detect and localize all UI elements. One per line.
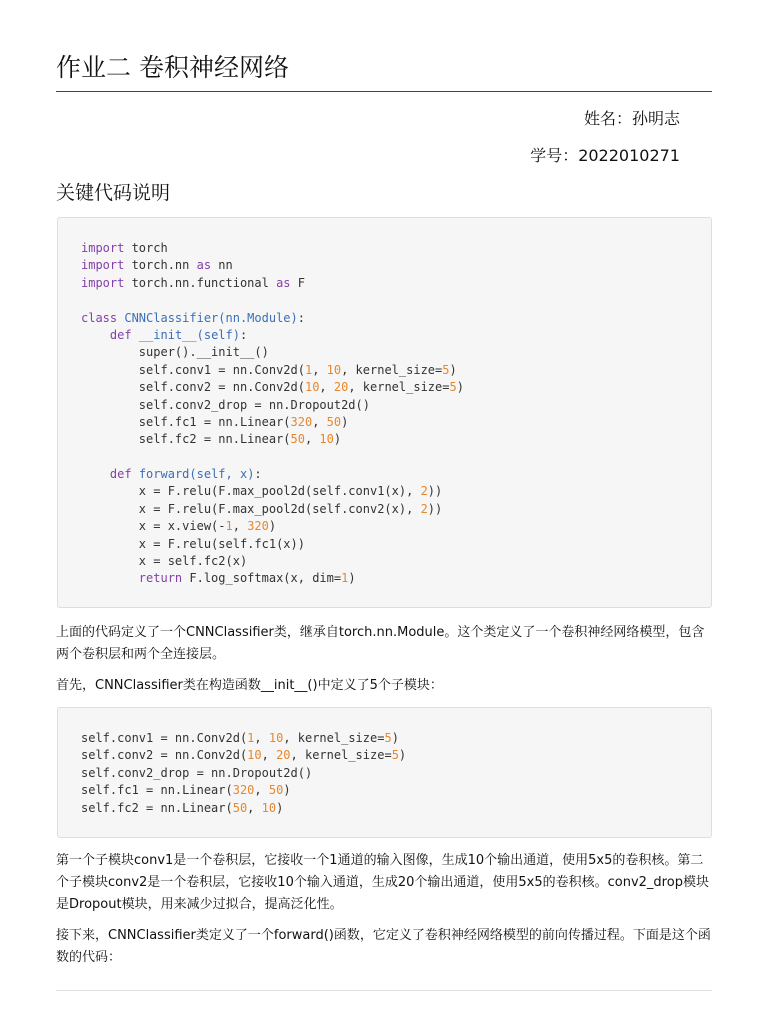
code-token: self.conv1 = nn.Conv2d(: [81, 362, 305, 377]
code-line: [81, 431, 711, 448]
code-token: as: [276, 275, 291, 290]
code-token: ): [449, 362, 457, 377]
code-token: ): [456, 380, 464, 395]
code-line: [81, 344, 711, 361]
code-token: 5: [442, 362, 450, 377]
code-token: 320: [290, 414, 313, 429]
code-token: [81, 328, 110, 342]
code-token: x = x.view(-: [81, 519, 226, 534]
code-token: self.fc1 = nn.Linear(: [81, 783, 233, 798]
code-line: [81, 414, 711, 431]
code-token: def: [109, 467, 132, 482]
code-line: [81, 362, 711, 379]
code-token: def: [109, 327, 132, 342]
code-token: x = self.fc2(x): [81, 554, 248, 569]
code-token: class: [81, 310, 118, 325]
code-line: [81, 800, 711, 817]
code-token: self.conv1 = nn.Conv2d(: [81, 731, 248, 745]
code-block-classifier: [57, 217, 712, 608]
code-token: self.fc2 = nn.Linear(: [81, 800, 233, 815]
code-token: 10: [247, 748, 262, 763]
code-token: ,: [254, 783, 269, 798]
code-line: [81, 518, 711, 535]
code-token: 50: [232, 800, 248, 815]
code-token: x = F.relu(F.max_pool2d(self.conv2(x),: [81, 501, 421, 516]
code-token: 1: [304, 362, 313, 377]
student-id: 学号：2022010271: [530, 146, 680, 165]
code-token: ,: [232, 519, 248, 534]
code-token: self.conv2_drop = nn.Dropout2d(): [81, 397, 370, 412]
code-line: [81, 501, 711, 518]
student-name: 姓名：孙明志: [583, 109, 680, 128]
code-line: [81, 553, 711, 570]
code-line: [81, 765, 711, 782]
code-token: 5: [384, 731, 392, 745]
code-line: [81, 240, 711, 257]
code-token: self.fc2 = nn.Linear(: [81, 432, 291, 447]
code-line: [81, 397, 711, 414]
code-token: 10: [304, 380, 320, 395]
code-token: ,: [261, 748, 277, 763]
code-token: 1: [247, 731, 255, 745]
code-token: 320: [247, 519, 269, 534]
code-token: self.fc1 = nn.Linear(: [81, 414, 291, 429]
code-token: ,: [312, 414, 327, 429]
code-token: self.conv2 = nn.Conv2d(: [81, 748, 248, 763]
code-token: :: [254, 467, 262, 482]
code-token: F: [290, 275, 305, 290]
code-token: 10: [268, 731, 284, 745]
code-token: ,: [304, 432, 320, 447]
code-token: :: [239, 327, 248, 342]
code-token: , kernel_size=: [283, 731, 385, 745]
paragraph-modules-explained: 第一个子模块conv1是一个卷积层，它接收一个1通道的输入图像，生成10个输出通道，使用5x5的卷积核。第二个子模块conv2是一个卷积层，它接收10个输入通道，生成20个输出通道，使用5x5的卷积核。conv2_drop模块是Dropout模块，用来减少过拟合，提高泛化性。: [56, 853, 709, 912]
code-token: 50: [326, 414, 342, 429]
code-line: [81, 257, 711, 274]
code-token: ): [268, 519, 277, 534]
code-token: 10: [326, 362, 342, 377]
code-token: 5: [391, 748, 399, 763]
code-token: torch.nn: [124, 258, 197, 273]
code-line: [81, 536, 711, 553]
code-token: return: [138, 571, 183, 586]
code-token: ,: [247, 800, 262, 815]
code-token: CNNClassifier(nn.Module): [124, 310, 298, 325]
code-token: ,: [254, 731, 269, 745]
code-token: ,: [312, 362, 327, 377]
code-token: ): [391, 731, 399, 745]
code-line: [81, 483, 711, 500]
code-token: , kernel_size=: [341, 362, 443, 377]
code-token: 10: [319, 432, 334, 447]
code-token: torch: [124, 241, 168, 255]
page-bottom-divider: [56, 990, 712, 991]
code-token: as: [196, 258, 212, 273]
code-token: 1: [341, 571, 349, 586]
code-token: torch.nn.functional: [124, 275, 277, 290]
code-line: [81, 570, 711, 587]
code-token: 50: [290, 432, 305, 447]
code-token: 320: [232, 783, 255, 798]
code-token: 20: [333, 380, 349, 395]
code-token: 1: [225, 519, 233, 534]
code-token: )): [427, 501, 443, 516]
code-token: ): [348, 571, 356, 586]
code-token: , kernel_size=: [290, 748, 392, 763]
code-token: ): [276, 800, 284, 815]
code-token: x = F.relu(F.max_pool2d(self.conv1(x),: [81, 484, 421, 499]
code-line: [81, 747, 711, 764]
code-line: [81, 730, 711, 747]
code-token: ,: [319, 380, 334, 395]
code-token: , kernel_size=: [348, 380, 450, 395]
code-line: [81, 310, 711, 327]
code-token: )): [427, 484, 443, 499]
code-token: forward(self, x): [138, 467, 255, 482]
code-token: 5: [449, 380, 457, 395]
code-token: 2: [420, 484, 428, 499]
code-token: import: [81, 275, 125, 290]
code-line: [81, 379, 711, 396]
paragraph-forward-intro: 接下来，CNNClassifier类定义了一个forward()函数，它定义了卷积神经网络模型的前向传播过程。下面是这个函数的代码：: [56, 928, 711, 965]
code-token: [132, 328, 139, 342]
code-token: nn: [211, 258, 233, 273]
code-token: 50: [268, 783, 284, 798]
code-token: super().__init__(): [81, 345, 269, 360]
section-heading: 关键代码说明: [56, 182, 171, 204]
code-token: ): [333, 432, 342, 447]
paragraph-class-overview: 上面的代码定义了一个CNNClassifier类，继承自torch.nn.Module。这个类定义了一个卷积神经网络模型，包含两个卷积层和两个全连接层。: [56, 625, 705, 662]
code-line: [81, 327, 711, 344]
title-divider: [56, 91, 712, 92]
code-block-init-modules: [57, 707, 712, 838]
code-token: self.conv2_drop = nn.Dropout2d(): [81, 765, 313, 780]
code-token: self.conv2 = nn.Conv2d(: [81, 380, 305, 395]
code-token: [81, 467, 110, 481]
code-token: __init__(self): [138, 327, 240, 342]
code-line: [81, 449, 711, 466]
code-line: [81, 292, 711, 309]
code-token: ): [341, 414, 349, 429]
code-token: 20: [276, 748, 291, 763]
code-token: [132, 467, 139, 481]
code-token: 2: [420, 501, 428, 516]
code-token: import: [81, 241, 125, 255]
code-token: 10: [261, 800, 277, 815]
code-token: F.log_softmax(x, dim=: [182, 571, 342, 586]
code-line: [81, 275, 711, 292]
paragraph-init-intro: 首先，CNNClassifier类在构造函数__init__()中定义了5个子模块：: [56, 678, 443, 693]
code-line: [81, 782, 711, 799]
code-token: ): [398, 748, 407, 763]
page-title: 作业二 卷积神经网络: [56, 53, 289, 82]
code-token: ): [283, 783, 291, 798]
code-token: import: [81, 258, 125, 273]
code-token: [81, 571, 139, 585]
code-line: [81, 466, 711, 483]
code-token: :: [297, 310, 305, 325]
code-token: x = F.relu(self.fc1(x)): [81, 536, 305, 551]
